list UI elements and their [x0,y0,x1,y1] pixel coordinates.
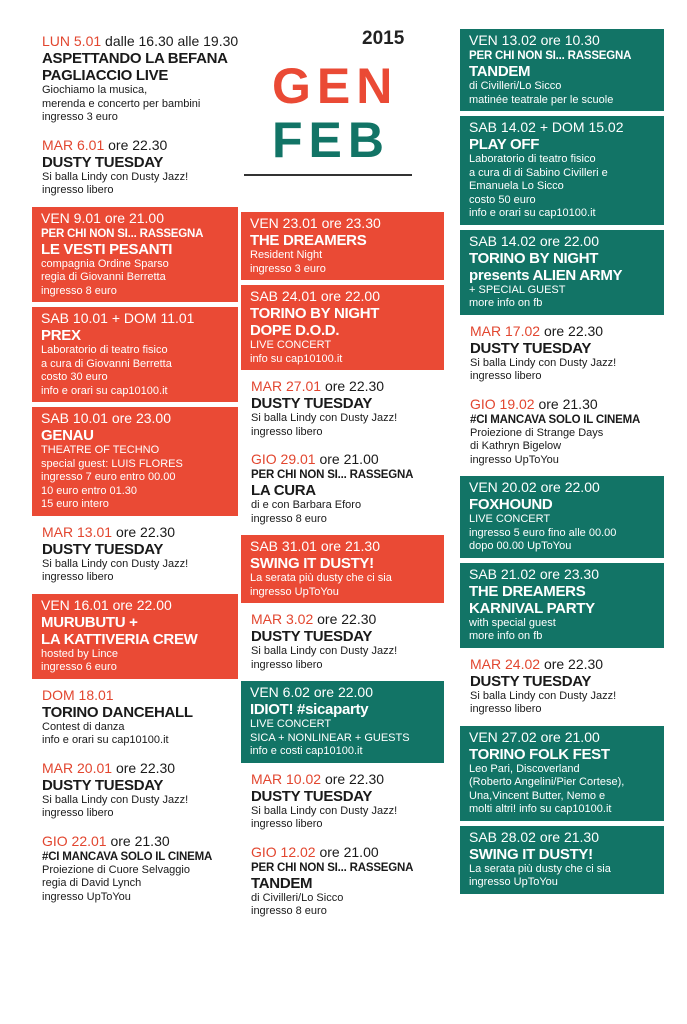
event-card [460,476,664,558]
event-title: SWING IT DUSTY! [250,555,374,572]
event-card [241,448,444,530]
event-detail: Leo Pari, Discoverland [469,762,580,775]
event-title: TANDEM [251,874,313,892]
column-3 [460,29,664,899]
event-detail: a cura di Giovanni Berretta [41,357,172,370]
event-detail: ingresso libero [251,818,323,830]
event-time: ore 22.00 [313,684,373,700]
event-detail: Si balla Lindy con Dusty Jazz! [251,645,398,657]
event-card [460,653,664,721]
event-date: VEN 6.02 [250,684,310,700]
event-detail: Laboratorio di teatro fisico [469,153,596,165]
event-title: LA KATTIVERIA CREW [41,630,198,648]
event-datetime [251,771,436,788]
event-title: THE DREAMERS [250,232,367,249]
event-detail: di Kathryn Bigelow [470,440,562,452]
event-detail: Resident Night [250,249,323,261]
event-datetime [42,33,239,50]
event-card [32,594,238,679]
event-series: PER CHI NON SI... RASSEGNA [251,861,414,874]
event-series: #CI MANCAVA SOLO IL CINEMA [470,413,641,426]
event-detail: Proiezione di Strange Days [470,426,604,439]
event-time: ore 22.30 [324,770,385,787]
event-time: ore 22.00 [320,288,380,304]
event-title: GENAU [41,427,94,444]
year-label: 2015 [362,28,405,49]
event-detail: di Civilleri/Lo Sicco [251,891,344,904]
event-datetime [251,844,436,861]
event-date: MAR 6.01 [42,136,105,153]
event-detail: ingresso 8 euro [251,512,327,525]
month-header [258,24,408,184]
event-title: IDIOT! #sicaparty [250,701,369,718]
event-title: TORINO DANCEHALL [42,703,193,721]
event-detail: ingresso 6 euro [41,661,117,673]
event-date: MAR 17.02 [470,322,541,339]
event-date: SAB 21.02 [469,565,536,582]
event-date: VEN 13.02 [469,32,537,48]
event-time: ore 22.00 [539,232,599,249]
event-detail: THEATRE OF TECHNO [41,444,160,456]
event-datetime [469,119,656,136]
event-detail: Giochiamo la musica, [42,84,148,96]
event-title: DUSTY TUESDAY [42,153,164,171]
event-title: MURUBUTU + [41,613,138,631]
event-datetime [469,32,656,49]
event-title: FOXHOUND [469,496,553,513]
event-title: TANDEM [469,63,531,80]
event-detail: more info on fb [469,630,543,642]
event-time: ore 23.00 [111,410,171,426]
event-detail: molti altri! info su cap10100.it [469,803,612,815]
event-detail: info e orari su cap10100.it [469,207,596,219]
event-date: GIO 22.01 [42,832,107,849]
event-card [460,320,664,388]
event-card [241,768,444,836]
event-time: ore 21.00 [319,451,379,467]
event-time: ore 22.30 [324,378,385,394]
event-detail: 10 euro entro 01.30 [41,484,138,497]
event-title: DUSTY TUESDAY [251,628,373,645]
event-detail: ingresso 3 euro [42,111,118,123]
event-detail: Si balla Lindy con Dusty Jazz! [42,793,189,806]
event-datetime [470,323,656,340]
event-title: DUSTY TUESDAY [251,787,373,805]
event-date: SAB 14.02 [469,232,536,249]
event-detail: costo 30 euro [41,371,108,383]
event-datetime [469,479,656,496]
event-detail: ingresso UpToYou [469,876,558,888]
event-detail: La serata più dusty che ci sia [250,572,392,584]
event-detail: matinée teatrale per le scuole [469,93,614,106]
event-time: ore 22.00 [112,596,172,613]
event-detail: hosted by Lince [41,647,119,660]
event-detail: ingresso libero [251,425,323,438]
event-card [241,375,444,443]
event-date: SAB 31.01 [250,538,317,554]
event-card [460,393,664,472]
event-date: GIO 19.02 [470,395,535,412]
event-datetime [469,233,656,250]
event-date: SAB 28.02 [469,828,536,845]
event-datetime [251,378,436,395]
event-card [32,134,238,202]
event-detail: (Roberto Angelini/Pier Cortese), [469,776,625,788]
event-time: ore 21.00 [319,843,379,860]
event-title: DOPE D.O.D. [250,322,340,339]
event-time: ore 10.30 [540,32,600,48]
event-detail: ingresso libero [470,703,542,715]
event-detail: info e costi cap10100.it [250,745,363,757]
event-title: DUSTY TUESDAY [42,540,164,558]
event-detail: Si balla Lindy con Dusty Jazz! [251,412,398,424]
event-date: GIO 29.01 [251,451,316,467]
event-card [32,307,238,402]
event-time: ore 21.00 [540,728,600,745]
event-title: ASPETTANDO LA BEFANA [42,50,228,67]
event-detail: ingresso 5 euro fino alle 00.00 [469,526,617,539]
event-title: PREX [41,327,81,344]
event-card [460,726,664,821]
event-time: ore 22.30 [115,523,176,540]
event-datetime [41,410,230,427]
event-time: ore 21.30 [539,828,599,845]
event-detail: compagnia Ordine Sparso [41,257,169,270]
event-datetime [469,729,656,746]
event-card [241,285,444,370]
event-datetime [41,210,230,227]
event-detail: ingresso libero [251,658,323,671]
event-detail: ingresso UpToYou [42,890,131,903]
event-time: ore 21.00 [104,209,164,226]
event-datetime [251,451,436,468]
event-time: ore 22.30 [317,611,377,627]
event-date: SAB 24.01 [250,288,317,304]
column-1 [32,30,238,913]
event-time: ore 21.30 [110,832,170,849]
event-series: PER CHI NON SI... RASSEGNA [41,227,204,240]
event-datetime [250,684,436,701]
event-date: VEN 16.01 [41,596,109,613]
event-detail: special guest: LUIS FLORES [41,457,183,470]
event-datetime [42,137,230,154]
event-date: GIO 12.02 [251,843,316,860]
event-datetime [41,310,230,327]
event-datetime [470,396,656,413]
event-series: PER CHI NON SI... RASSEGNA [469,50,632,62]
event-card [241,535,444,603]
event-date: MAR 13.01 [42,523,113,540]
event-card [460,29,664,111]
event-time: ore 22.30 [108,136,168,153]
event-datetime [250,215,436,232]
event-detail: merenda e concerto per bambini [42,97,201,110]
event-title: LA CURA [251,482,316,499]
event-date: MAR 10.02 [251,770,322,787]
event-title: DUSTY TUESDAY [42,776,164,794]
event-card [32,30,238,129]
event-card [32,830,238,909]
event-card [460,563,664,648]
event-card [460,826,664,894]
event-card [241,841,444,923]
event-card [460,116,664,225]
event-detail: Proiezione di Cuore Selvaggio [42,863,190,876]
event-detail: Laboratorio di teatro fisico [41,344,168,356]
event-title: PLAY OFF [469,136,540,153]
event-card [241,681,444,763]
event-datetime [42,687,230,704]
event-detail: Si balla Lindy con Dusty Jazz! [470,356,617,369]
event-series: PER CHI NON SI... RASSEGNA [251,469,414,481]
event-detail: ingresso libero [470,370,542,382]
event-detail: Si balla Lindy con Dusty Jazz! [470,689,617,702]
event-datetime [41,597,230,614]
event-detail: info e orari su cap10100.it [42,734,169,746]
event-datetime [42,524,230,541]
event-time: ore 23.30 [321,215,381,231]
event-detail: Contest di danza [42,720,125,733]
event-title: TORINO FOLK FEST [469,745,610,763]
column-2 [241,212,444,928]
event-detail: ingresso libero [42,807,114,819]
event-series: #CI MANCAVA SOLO IL CINEMA [42,850,213,863]
event-detail: ingresso UpToYou [470,453,559,466]
event-title: DUSTY TUESDAY [251,395,373,412]
event-date: VEN 20.02 [469,479,537,495]
event-detail: costo 50 euro [469,193,536,206]
event-detail: Emanuela Lo Sicco [469,180,564,192]
event-detail: Una,Vincent Butter, Nemo e [469,789,606,802]
event-title: presents ALIEN ARMY [469,266,623,284]
event-title: DUSTY TUESDAY [470,339,592,357]
event-datetime [42,833,230,850]
event-detail: with special guest [469,616,556,629]
event-card [241,212,444,280]
event-detail: Si balla Lindy con Dusty Jazz! [42,557,189,570]
event-date: VEN 9.01 [41,209,101,226]
event-date: MAR 20.01 [42,759,113,776]
event-datetime [469,566,656,583]
event-title: TORINO BY NIGHT [469,249,599,267]
event-datetime [250,288,436,305]
event-title: KARNIVAL PARTY [469,599,595,617]
event-card [241,608,444,676]
event-detail: ingresso 8 euro [41,284,117,297]
event-time: ore 21.30 [538,395,598,412]
event-time: dalle 16.30 alle 19.30 [105,33,239,49]
event-detail: SICA + NONLINEAR + GUESTS [250,731,410,744]
event-date: VEN 27.02 [469,728,537,745]
event-title: PAGLIACCIO LIVE [42,67,169,84]
header-divider [244,174,412,176]
event-title: LE VESTI PESANTI [41,240,173,258]
event-card [32,521,238,589]
event-time: ore 22.30 [543,655,604,672]
event-time: ore 21.30 [320,538,380,554]
event-detail: LIVE CONCERT [250,339,332,351]
event-time: ore 22.30 [115,759,176,776]
event-title: TORINO BY NIGHT [250,305,380,322]
event-date: SAB 10.01 [41,410,108,426]
event-title: SWING IT DUSTY! [469,845,593,863]
event-date: MAR 27.01 [251,378,322,394]
event-date: MAR 24.02 [470,655,541,672]
event-detail: di Civilleri/Lo Sicco [469,80,562,92]
event-detail: regia di David Lynch [42,877,142,889]
event-date: SAB 14.02 + DOM 15.02 [469,119,624,135]
event-detail: 15 euro intero [41,498,109,510]
event-detail: info su cap10100.it [250,352,343,365]
month-gen: GEN [272,58,399,114]
event-title: DUSTY TUESDAY [470,672,592,690]
event-datetime [42,760,230,777]
event-card [32,407,238,516]
event-detail: dopo 00.00 UpToYou [469,540,572,552]
event-date: LUN 5.01 [42,33,102,49]
event-card [32,757,238,825]
event-detail: ingresso libero [42,184,114,196]
event-date: SAB 10.01 + DOM 11.01 [41,310,195,326]
event-time: ore 22.30 [543,322,604,339]
event-time: ore 22.00 [540,479,600,495]
event-date: MAR 3.02 [251,611,314,627]
event-detail: more info on fb [469,297,543,309]
event-datetime [469,829,656,846]
event-datetime [251,611,436,628]
event-title: THE DREAMERS [469,582,586,600]
event-detail: di e con Barbara Eforo [251,499,362,511]
event-detail: LIVE CONCERT [469,513,551,525]
month-feb: FEB [272,112,390,168]
event-detail: Si balla Lindy con Dusty Jazz! [251,804,398,817]
event-date: DOM 18.01 [42,686,114,703]
event-detail: regia di Giovanni Berretta [41,271,166,283]
event-card [460,230,664,315]
event-detail: LIVE CONCERT [250,718,332,730]
event-detail: info e orari su cap10100.it [41,384,168,397]
event-detail: ingresso libero [42,571,114,583]
event-detail: ingresso UpToYou [250,585,339,598]
event-date: VEN 23.01 [250,215,318,231]
event-datetime [250,538,436,555]
event-detail: + SPECIAL GUEST [469,283,566,296]
event-card [32,684,238,752]
event-detail: ingresso 7 euro entro 00.00 [41,471,176,483]
event-card [32,207,238,303]
event-detail: a cura di di Sabino Civilleri e [469,166,608,179]
event-detail: ingresso 3 euro [250,262,326,275]
event-detail: ingresso 8 euro [251,905,327,917]
event-detail: Si balla Lindy con Dusty Jazz! [42,170,189,183]
event-datetime [470,656,656,673]
event-time: ore 23.30 [539,565,599,582]
event-detail: La serata più dusty che ci sia [469,862,611,875]
